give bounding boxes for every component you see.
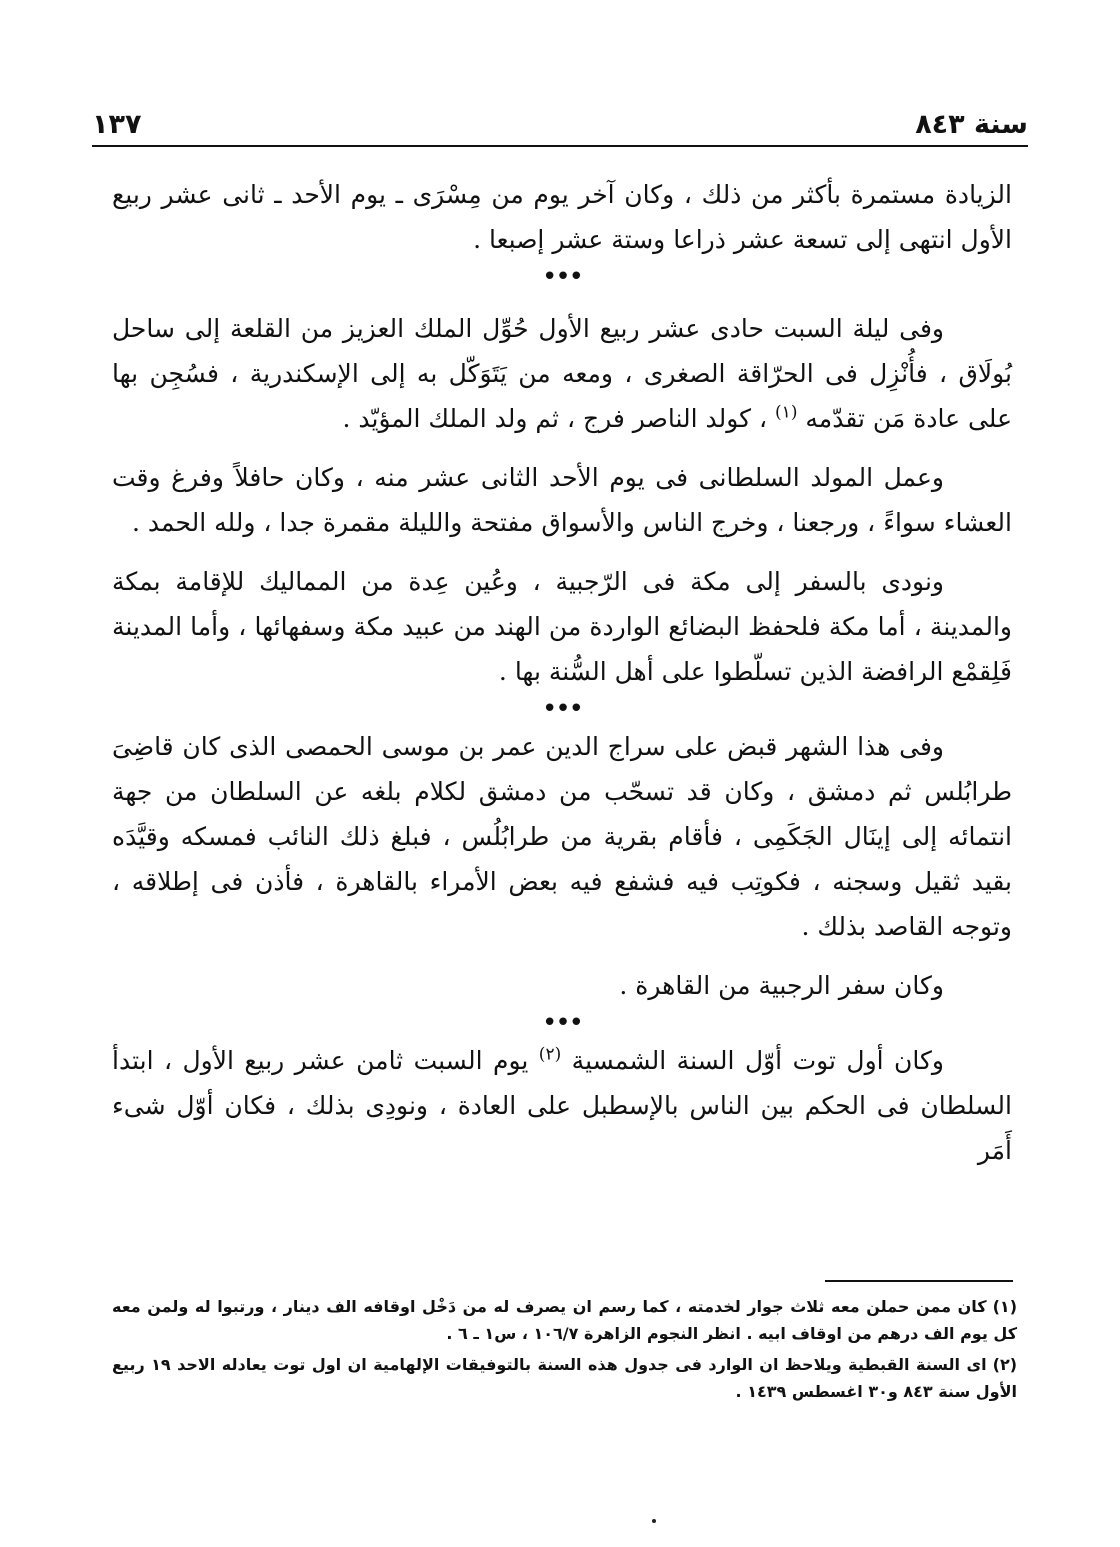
paragraph-7-end: يوم السبت ثامن عشر ربيع الأول ، ابتدأ السلطان فى الحكم بين الناس بالإسطبل على العادة ، ونودِى بذلك ، فكان أوّل شىء أَمَر [112, 1046, 1012, 1165]
main-text [112, 172, 1012, 1173]
section-separator-2: ••• [541, 694, 582, 724]
section-separator-3: ••• [541, 1008, 582, 1038]
footnote-1-text: كان ممن حملن معه ثلاث جوار لخدمته ، كما رسم ان يصرف له من دَخْل اوقافه الف دينار ، ورتبوا له ولمن معه كل يوم الف درهم من اوقاف ابيه . انظر النجوم الزاهرة ١٠٦/٧ ، س١ ـ ٦ . [112, 1297, 1017, 1343]
footnote-rule [825, 1280, 1013, 1282]
paragraph-3: وعمل المولد السلطانى فى يوم الأحد الثانى عشر منه ، وكان حافلاً وفرغ وقت العشاء سواءً ، ورجعنا ، وخرج الناس والأسواق مفتحة والليلة مقمرة جدا ، ولله الحمد . [112, 463, 1012, 537]
scan-speck [652, 1519, 656, 1523]
footnote-2-text: اى السنة القبطية ويلاحظ ان الوارد فى جدول هذه السنة بالتوفيقات الإلهامية ان اول توت يعادله الاحد ١٩ ربيع الأول سنة ٨٤٣ و٣٠ اغسطس ١٤٣٩ . [112, 1355, 1017, 1401]
paragraph-5: وفى هذا الشهر قبض على سراج الدين عمر بن موسى الحمصى الذى كان قاضِىَ طرابُلس ثم دمشق ، وكان قد تسحّب من دمشق لكلام بلغه عن السلطان من جهة انتمائه إلى إينَال الجَكَمِى ، فأقام بقرية من طرابُلُس ، فبلغ ذلك النائب فمسكه وقيَّدَه بقيد ثقيل وسجنه ، فكوتِب فيه فشفع فيه بعض الأمراء بالقاهرة ، فأذن فى إطلاقه ، وتوجه القاصد بذلك . [112, 732, 1012, 941]
footnote-1 [112, 1293, 1017, 1347]
header-rule [92, 145, 1028, 147]
paragraph-2 [112, 306, 1012, 441]
footnote-ref-2[interactable]: (٢) [538, 1044, 562, 1065]
paragraph-2-text: وفى ليلة السبت حادى عشر ربيع الأول حُوِّل الملك العزيز من القلعة إلى ساحل بُولَاق ، فأُنْزِل فى الحرّاقة الصغرى ، ومعه من يَتَوَكّل به إلى الإسكندرية ، فسُجِن بها على عادة مَن تقدّمه [112, 314, 1012, 433]
running-head [92, 94, 1028, 140]
paragraph-2-end: ، كولد الناصر فرج ، ثم ولد الملك المؤيّد . [342, 404, 768, 433]
paragraph-1: الزيادة مستمرة بأكثر من ذلك ، وكان آخر يوم من مِسْرَى ـ يوم الأحد ـ ثانى عشر ربيع الأول انتهى إلى تسعة عشر ذراعا وستة عشر إصبعا . [112, 180, 1012, 254]
paragraph-7-text: وكان أول توت أوّل السنة الشمسية [571, 1046, 944, 1075]
footnote-ref-1[interactable]: (١) [775, 402, 798, 423]
chapter-year-title: سنة ٨٤٣ [915, 109, 1028, 140]
paragraph-7 [112, 1038, 1012, 1173]
page-number: ١٣٧ [92, 109, 142, 140]
footnote-2-number: (٢) [992, 1355, 1018, 1374]
section-separator-1: ••• [541, 262, 582, 292]
footnote-1-number: (١) [992, 1297, 1017, 1316]
paragraph-4: ونودى بالسفر إلى مكة فى الرّجبية ، وعُين عِدة من المماليك للإقامة بمكة والمدينة ، أما مكة فلحفظ البضائع الواردة من الهند من عبيد مكة وسفهائها ، وأما المدينة فَلِقمْع الرافضة الذين تسلّطوا على أهل السُّنة بها . [112, 567, 1012, 686]
footnotes [112, 1293, 1017, 1409]
paragraph-6: وكان سفر الرجبية من القاهرة . [619, 971, 944, 1000]
footnote-2 [112, 1351, 1017, 1405]
